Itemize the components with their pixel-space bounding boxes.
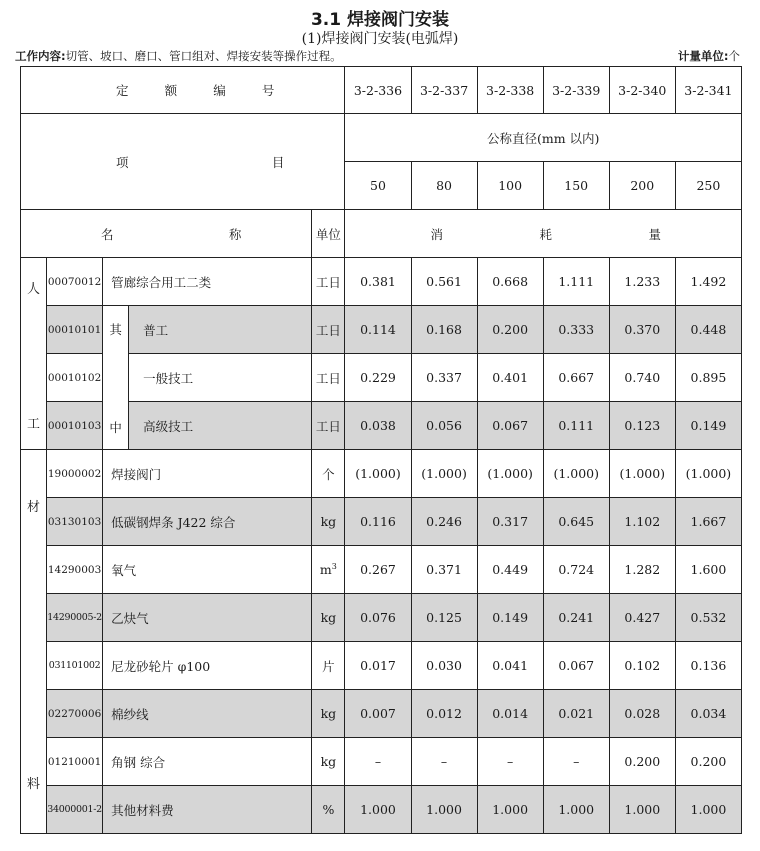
value-cell: 1.667: [675, 498, 741, 546]
value-cell: 0.111: [543, 402, 609, 450]
value-cell: 0.028: [609, 690, 675, 738]
value-cell: 1.492: [675, 258, 741, 306]
value-cell: 0.021: [543, 690, 609, 738]
resource-name: 高级技工: [129, 402, 312, 450]
value-cell: 0.041: [477, 642, 543, 690]
quota-number-cell: 3-2-336: [345, 67, 411, 114]
resource-unit: kg: [312, 738, 345, 786]
value-cell: 0.125: [411, 594, 477, 642]
value-cell: 0.076: [345, 594, 411, 642]
resource-name: 棉纱线: [103, 690, 312, 738]
resource-unit: kg: [312, 498, 345, 546]
labor-category: [21, 258, 47, 450]
resource-code: 34000001-2: [47, 786, 103, 834]
quota-number-row: [21, 67, 742, 114]
table-row: [21, 690, 742, 738]
value-cell: 0.168: [411, 306, 477, 354]
resource-unit: kg: [312, 690, 345, 738]
value-cell: 0.056: [411, 402, 477, 450]
table-row: [21, 594, 742, 642]
quota-number-cell: 3-2-340: [609, 67, 675, 114]
value-cell: 1.000: [675, 786, 741, 834]
value-cell: 0.333: [543, 306, 609, 354]
value-cell: 0.229: [345, 354, 411, 402]
value-cell: 0.448: [675, 306, 741, 354]
resource-name: 乙炔气: [103, 594, 312, 642]
labor-category-char: 工: [27, 417, 41, 432]
zhong-char: 中: [109, 420, 122, 435]
value-cell: (1.000): [675, 450, 741, 498]
unit-label: 计量单位:: [677, 49, 729, 63]
value-cell: 0.724: [543, 546, 609, 594]
diameter-cell: 250: [675, 162, 741, 210]
resource-unit: 片: [312, 642, 345, 690]
value-cell: 0.123: [609, 402, 675, 450]
quota-number-label-char: 号: [261, 83, 275, 98]
resource-code: 00070012: [47, 258, 103, 306]
value-cell: 0.427: [609, 594, 675, 642]
value-cell: 0.381: [345, 258, 411, 306]
value-cell: 0.740: [609, 354, 675, 402]
diameter-cell: 150: [543, 162, 609, 210]
consumption-label-char: 耗: [539, 226, 552, 242]
value-cell: 0.114: [345, 306, 411, 354]
table-row: [21, 498, 742, 546]
resource-code: 19000002: [47, 450, 103, 498]
resource-name: 尼龙砂轮片 φ100: [103, 642, 312, 690]
resource-name: 氧气: [103, 546, 312, 594]
value-cell: 0.561: [411, 258, 477, 306]
consumption-label-char: 量: [648, 226, 661, 242]
value-cell: 0.102: [609, 642, 675, 690]
labor-category-char: 人: [27, 282, 41, 297]
quota-number-label-char: 定: [116, 83, 129, 98]
value-cell: 0.014: [477, 690, 543, 738]
item-label-char: 目: [271, 154, 285, 170]
resource-code: 02270006: [47, 690, 103, 738]
value-cell: 0.200: [609, 738, 675, 786]
value-cell: 1.000: [609, 786, 675, 834]
value-cell: 0.007: [345, 690, 411, 738]
resource-code: 14290005-2: [47, 594, 103, 642]
resource-code: 031101002: [47, 642, 103, 690]
diameter-label: 公称直径(mm 以内): [345, 114, 742, 162]
value-cell: 0.246: [411, 498, 477, 546]
table-row: [21, 642, 742, 690]
value-cell: 0.532: [675, 594, 741, 642]
value-cell: –: [411, 738, 477, 786]
consumption-label-char: 消: [430, 226, 443, 242]
diameter-label-row: [21, 114, 742, 162]
resource-code: 00010101: [47, 306, 103, 354]
table-row: [21, 738, 742, 786]
value-cell: 0.067: [477, 402, 543, 450]
quota-number-header: [21, 67, 345, 114]
value-cell: –: [345, 738, 411, 786]
value-cell: 0.149: [477, 594, 543, 642]
value-cell: 1.600: [675, 546, 741, 594]
unit-header: 单位: [312, 210, 345, 258]
value-cell: 1.000: [477, 786, 543, 834]
quota-table: [20, 66, 742, 834]
value-cell: 0.895: [675, 354, 741, 402]
measurement-unit: [678, 48, 740, 64]
value-cell: 0.370: [609, 306, 675, 354]
value-cell: 1.282: [609, 546, 675, 594]
resource-name: 一般技工: [129, 354, 312, 402]
name-header: [21, 210, 312, 258]
page-title: 3.1 焊接阀门安装: [310, 10, 450, 30]
resource-unit: 工日: [312, 354, 345, 402]
value-cell: 0.030: [411, 642, 477, 690]
value-cell: 0.449: [477, 546, 543, 594]
value-cell: 0.149: [675, 402, 741, 450]
resource-unit-base: m: [319, 562, 332, 578]
resource-unit: 个: [312, 450, 345, 498]
name-label-char: 名: [101, 226, 114, 242]
resource-code: 01210001: [47, 738, 103, 786]
value-cell: 1.102: [609, 498, 675, 546]
resource-name: 角钢 综合: [103, 738, 312, 786]
value-cell: (1.000): [477, 450, 543, 498]
consumption-header: [345, 210, 742, 258]
value-cell: –: [477, 738, 543, 786]
resource-name: 焊接阀门: [103, 450, 312, 498]
value-cell: 1.111: [543, 258, 609, 306]
value-cell: 1.000: [411, 786, 477, 834]
value-cell: 1.000: [543, 786, 609, 834]
value-cell: 1.233: [609, 258, 675, 306]
table-row: [21, 450, 742, 498]
resource-code: 00010103: [47, 402, 103, 450]
item-label-char: 项: [116, 154, 129, 170]
value-cell: (1.000): [609, 450, 675, 498]
value-cell: 0.371: [411, 546, 477, 594]
name-header-row: [21, 210, 742, 258]
qizhong-label: [103, 306, 129, 450]
value-cell: 0.267: [345, 546, 411, 594]
table-row: [21, 258, 742, 306]
resource-unit: 工日: [312, 306, 345, 354]
resource-name: 管廊综合用工二类: [103, 258, 312, 306]
value-cell: 0.067: [543, 642, 609, 690]
resource-unit: kg: [312, 594, 345, 642]
value-cell: 0.668: [477, 258, 543, 306]
item-header: [21, 114, 345, 210]
value-cell: –: [543, 738, 609, 786]
value-cell: 0.200: [675, 738, 741, 786]
quota-number-cell: 3-2-341: [675, 67, 741, 114]
material-category-char: 材: [27, 500, 41, 515]
resource-unit: %: [312, 786, 345, 834]
table-row: [21, 786, 742, 834]
resource-unit: [312, 546, 345, 594]
quota-number-cell: 3-2-337: [411, 67, 477, 114]
resource-name: 其他材料费: [103, 786, 312, 834]
quota-number-cell: 3-2-338: [477, 67, 543, 114]
resource-code: 00010102: [47, 354, 103, 402]
resource-unit: 工日: [312, 402, 345, 450]
resource-name: 普工: [129, 306, 312, 354]
quota-number-cell: 3-2-339: [543, 67, 609, 114]
name-label-char: 称: [228, 226, 242, 242]
resource-code: 03130103: [47, 498, 103, 546]
value-cell: 0.116: [345, 498, 411, 546]
quota-number-label-char: 额: [164, 83, 178, 98]
resource-name: 低碳钢焊条 J422 综合: [103, 498, 312, 546]
value-cell: 0.017: [345, 642, 411, 690]
value-cell: 1.000: [345, 786, 411, 834]
material-category: [21, 450, 47, 834]
unit-value: 个: [728, 49, 740, 63]
table-row: [21, 546, 742, 594]
work-content-text: 切管、坡口、磨口、管口组对、焊接安装等操作过程。: [65, 49, 342, 63]
quota-number-label-char: 编: [213, 83, 226, 98]
resource-unit: 工日: [312, 258, 345, 306]
value-cell: 0.401: [477, 354, 543, 402]
value-cell: 0.241: [543, 594, 609, 642]
resource-unit-superscript: 3: [331, 561, 337, 571]
diameter-cell: 100: [477, 162, 543, 210]
value-cell: 0.317: [477, 498, 543, 546]
table-row: [21, 354, 742, 402]
resource-code: 14290003: [47, 546, 103, 594]
work-content-label: 工作内容:: [15, 49, 66, 63]
value-cell: 0.038: [345, 402, 411, 450]
value-cell: (1.000): [543, 450, 609, 498]
material-category-char: 料: [27, 777, 41, 792]
work-content-line: [15, 48, 745, 64]
value-cell: 0.337: [411, 354, 477, 402]
table-row: [21, 402, 742, 450]
value-cell: 0.667: [543, 354, 609, 402]
value-cell: 0.012: [411, 690, 477, 738]
value-cell: (1.000): [411, 450, 477, 498]
table-row: [21, 306, 742, 354]
diameter-cell: 80: [411, 162, 477, 210]
value-cell: 0.136: [675, 642, 741, 690]
value-cell: (1.000): [345, 450, 411, 498]
diameter-cell: 200: [609, 162, 675, 210]
qi-char: 其: [109, 322, 122, 337]
value-cell: 0.645: [543, 498, 609, 546]
value-cell: 0.200: [477, 306, 543, 354]
diameter-cell: 50: [345, 162, 411, 210]
value-cell: 0.034: [675, 690, 741, 738]
page-subtitle: (1)焊接阀门安装(电弧焊): [301, 31, 459, 47]
